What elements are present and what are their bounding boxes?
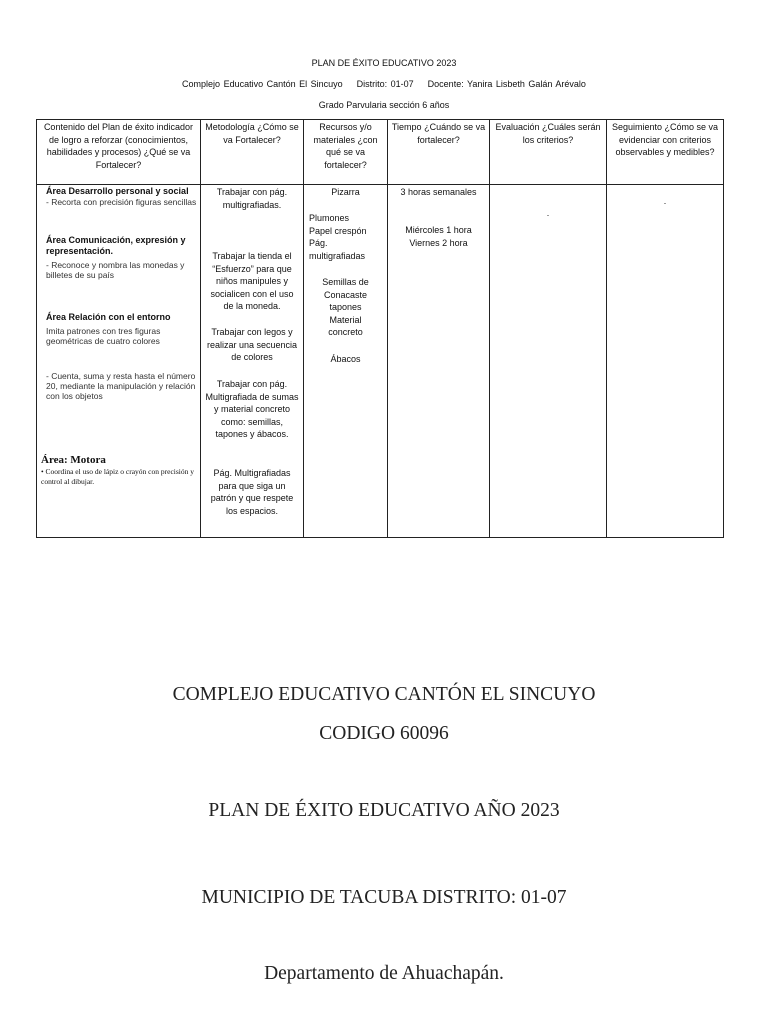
- recurso-item: Plumones: [309, 213, 350, 223]
- area-comunicacion-title: Área Comunicación, expresión y representación.: [46, 235, 186, 256]
- metodologia-item: Trabajar con legos y realizar una secuencia de colores: [206, 327, 298, 362]
- area-relacion-item: Imita patrones con tres figuras geométricas de cuatro colores: [46, 326, 161, 346]
- metodologia-item: Trabajar con pág. Multigrafiada de sumas y material concreto como: semillas, tapones y ábacos.: [205, 379, 299, 439]
- recurso-item: Papel crespón: [309, 226, 367, 236]
- cell-evaluacion: [490, 185, 607, 538]
- district-label: Distrito: 01-07: [356, 79, 414, 89]
- cell-seguimiento: [607, 185, 724, 538]
- area-desarrollo-item: - Recorta con precisión figuras sencillas: [46, 197, 197, 207]
- seguimiento-mark: .: [663, 196, 667, 206]
- table-header-row: [37, 120, 724, 185]
- document-subheader: [0, 79, 768, 89]
- area-motora-item: • Coordina el uso de lápiz o crayón con precisión y control al dibujar.: [41, 466, 194, 486]
- cover-school: COMPLEJO EDUCATIVO CANTÓN EL SINCUYO: [172, 684, 596, 705]
- cover-code: CODIGO 60096: [319, 723, 449, 744]
- evaluacion-mark: .: [546, 208, 550, 218]
- header-evaluacion: Evaluación ¿Cuáles serán los criterios?: [490, 120, 607, 185]
- header-contenido: Contenido del Plan de éxito indicador de logro a reforzar (conocimientos, habilidades y procesos) ¿Qué se va Fortalecer?: [37, 120, 201, 185]
- header-recursos: Recursos y/o materiales ¿con qué se va fortalecer?: [304, 120, 388, 185]
- cell-tiempo: [388, 185, 490, 538]
- document-title: PLAN DE ÉXITO EDUCATIVO 2023: [311, 58, 457, 68]
- header-seguimiento: Seguimiento ¿Cómo se va evidenciar con criterios observables y medibles?: [607, 120, 724, 185]
- cell-metodologia: [201, 185, 304, 538]
- grade-label: Grado Parvularia sección 6 años: [318, 100, 450, 110]
- tiempo-item: Viernes 2 hora: [409, 238, 468, 248]
- plan-table: [36, 119, 724, 538]
- tiempo-item: 3 horas semanales: [400, 187, 477, 197]
- area-relacion-item-2: - Cuenta, suma y resta hasta el número 20, mediante la manipulación y relación con los objetos: [46, 371, 196, 401]
- header-metodologia: Metodología ¿Cómo se va Fortalecer?: [201, 120, 304, 185]
- table-row: [37, 185, 724, 538]
- area-relacion-title: Área Relación con el entorno: [46, 312, 171, 322]
- metodologia-item: Pág. Multigrafiadas para que siga un patrón y que respete los espacios.: [210, 468, 294, 516]
- cover-plan-title: PLAN DE ÉXITO EDUCATIVO AÑO 2023: [208, 800, 560, 821]
- area-motora-title: Área: Motora: [41, 454, 106, 466]
- area-comunicacion-item: - Reconoce y nombra las monedas y billetes de su país: [46, 260, 185, 280]
- recurso-item: Pág. multigrafiadas: [309, 238, 366, 261]
- header-tiempo: Tiempo ¿Cuándo se va fortalecer?: [388, 120, 490, 185]
- recurso-item: Pizarra: [331, 187, 360, 197]
- recurso-item: Ábacos: [330, 354, 361, 364]
- cell-recursos: [304, 185, 388, 538]
- metodologia-item: Trabajar con pág. multigrafiadas.: [216, 187, 288, 210]
- area-desarrollo-title: Área Desarrollo personal y social: [46, 186, 189, 196]
- cover-municipio: MUNICIPIO DE TACUBA DISTRITO: 01-07: [201, 887, 567, 908]
- school-name: Complejo Educativo Cantón El Sincuyo: [182, 79, 343, 89]
- teacher-label: Docente: Yanira Lisbeth Galán Arévalo: [427, 79, 586, 89]
- cell-contenido: [37, 185, 201, 538]
- recurso-item: Semillas de Conacaste tapones Material concreto: [322, 277, 369, 337]
- metodologia-item: Trabajar la tienda el “Esfuerzo” para que niños manipules y socialicen con el uso de la moneda.: [210, 251, 294, 311]
- tiempo-item: Miércoles 1 hora: [405, 225, 472, 235]
- cover-departamento: Departamento de Ahuachapán.: [264, 963, 504, 984]
